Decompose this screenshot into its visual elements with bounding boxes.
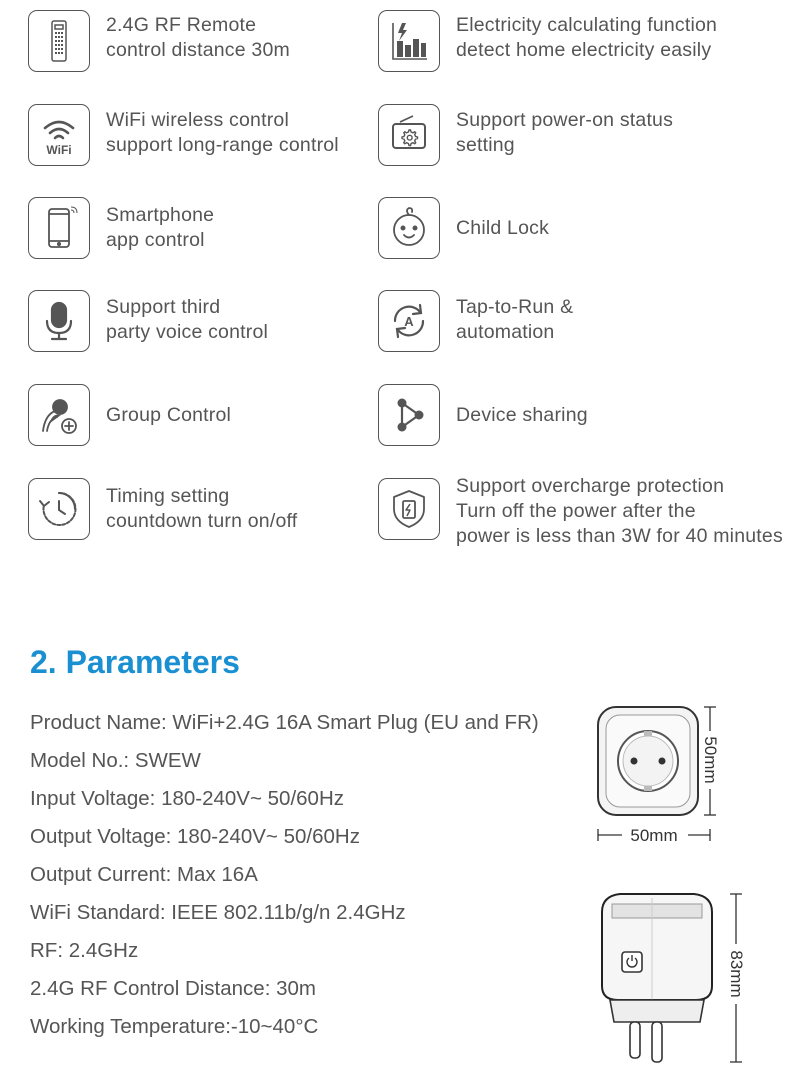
feature-line: Group Control <box>106 404 232 426</box>
feature-device-sharing <box>378 384 588 446</box>
feature-text <box>456 108 673 158</box>
feature-electricity <box>378 10 717 72</box>
feature-text <box>106 484 297 534</box>
feature-text <box>456 295 573 345</box>
feature-text <box>106 403 231 428</box>
feature-line: party voice control <box>106 321 269 343</box>
feature-text <box>106 295 268 345</box>
feature-line: support long-range control <box>106 134 339 156</box>
feature-line: setting <box>456 134 515 156</box>
feature-text <box>106 13 290 63</box>
param-output-voltage: Output Voltage: 180-240V~ 50/60Hz <box>30 825 360 848</box>
feature-line: 2.4G RF Remote <box>106 14 257 36</box>
param-working-temperature: Working Temperature:-10~40°C <box>30 1015 319 1038</box>
timer-icon <box>28 478 90 540</box>
feature-text <box>456 13 717 63</box>
feature-line: Support power-on status <box>456 109 674 131</box>
param-input-voltage: Input Voltage: 180-240V~ 50/60Hz <box>30 787 345 810</box>
feature-line: automation <box>456 321 555 343</box>
wifi-icon-label: WiFi <box>46 143 72 157</box>
feature-line: Device sharing <box>456 404 588 426</box>
child-lock-icon <box>378 197 440 259</box>
feature-line: Electricity calculating function <box>456 14 718 36</box>
parameters-list <box>30 704 539 1046</box>
feature-line: Tap-to-Run & <box>456 296 574 318</box>
feature-overcharge-protection <box>378 475 783 549</box>
dimension-side-height: 83mm <box>727 950 746 998</box>
feature-voice <box>28 290 268 352</box>
feature-rf-remote <box>28 10 290 72</box>
wifi-icon <box>28 104 90 166</box>
feature-line: Support overcharge protection <box>456 475 725 497</box>
feature-line: Support third <box>106 296 221 318</box>
feature-text <box>456 403 588 428</box>
svg-text:A: A <box>404 314 414 329</box>
feature-line: power is less than 3W for 40 minutes <box>456 525 783 547</box>
feature-group-control <box>28 384 231 446</box>
feature-line: Child Lock <box>456 217 550 239</box>
feature-line: WiFi wireless control <box>106 109 289 131</box>
param-product-name: Product Name: WiFi+2.4G 16A Smart Plug (EU and FR) <box>30 711 539 734</box>
feature-line: Smartphone <box>106 204 215 226</box>
feature-text <box>456 474 783 549</box>
feature-wifi <box>28 104 339 166</box>
plug-front-view-image <box>592 703 724 851</box>
feature-smartphone <box>28 197 214 259</box>
feature-line: detect home electricity easily <box>456 39 712 61</box>
param-output-current: Output Current: Max 16A <box>30 863 258 886</box>
power-on-status-icon <box>378 104 440 166</box>
feature-line: countdown turn on/off <box>106 510 298 532</box>
feature-line: app control <box>106 229 205 251</box>
param-rf: RF: 2.4GHz <box>30 939 139 962</box>
feature-child-lock <box>378 197 549 259</box>
automation-icon <box>378 290 440 352</box>
feature-tap-to-run <box>378 290 573 352</box>
smartphone-icon <box>28 197 90 259</box>
feature-line: control distance 30m <box>106 39 290 61</box>
microphone-icon <box>28 290 90 352</box>
param-wifi-standard: WiFi Standard: IEEE 802.11b/g/n 2.4GHz <box>30 901 406 924</box>
overcharge-shield-icon <box>378 478 440 540</box>
feature-power-on-status <box>378 104 673 166</box>
feature-timing <box>28 478 297 540</box>
param-rf-distance: 2.4G RF Control Distance: 30m <box>30 977 316 1000</box>
remote-control-icon <box>28 10 90 72</box>
electricity-chart-icon <box>378 10 440 72</box>
feature-text <box>106 203 214 253</box>
param-model-no: Model No.: SWEW <box>30 749 201 772</box>
plug-side-view-image <box>590 888 750 1068</box>
feature-text <box>106 108 339 158</box>
share-icon <box>378 384 440 446</box>
feature-line: Timing setting <box>106 485 230 507</box>
section-title: 2. Parameters <box>30 644 240 680</box>
group-icon <box>28 384 90 446</box>
feature-line: Turn off the power after the <box>456 500 696 522</box>
dimension-front-width: 50mm <box>630 826 678 845</box>
feature-text <box>456 216 549 241</box>
dimension-front-height: 50mm <box>701 736 720 784</box>
